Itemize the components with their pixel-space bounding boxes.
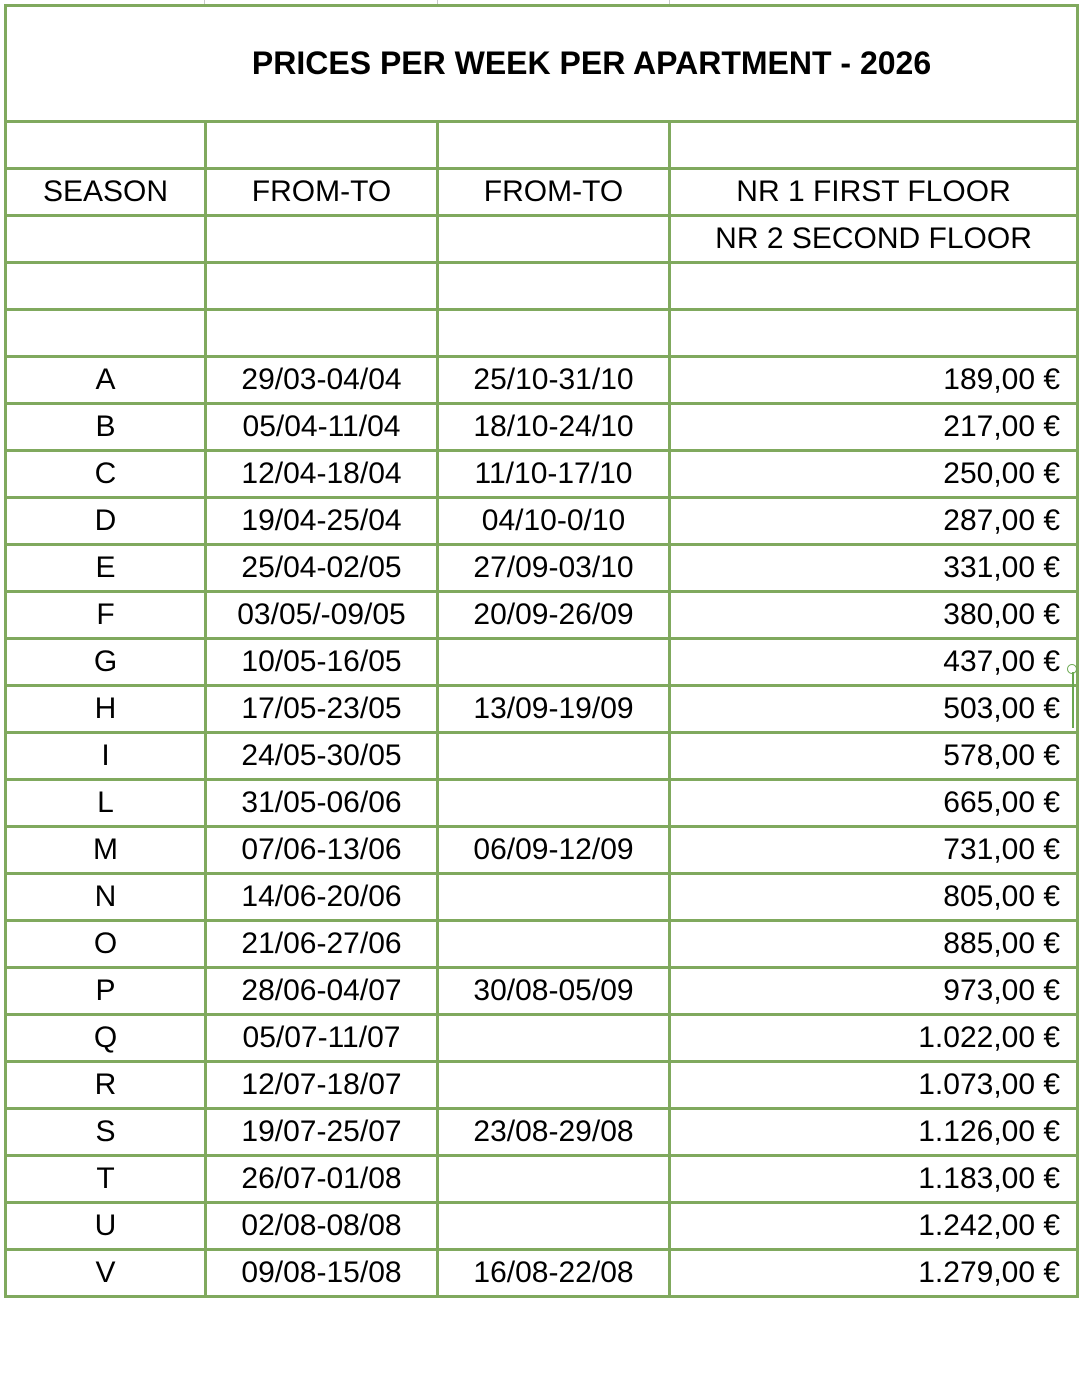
from-to-cell[interactable]: 20/09-26/09 — [438, 592, 670, 639]
price-cell[interactable]: 380,00 € — [670, 592, 1078, 639]
from-to-cell[interactable]: 31/05-06/06 — [206, 780, 438, 827]
season-cell[interactable]: O — [6, 921, 206, 968]
cell[interactable] — [6, 263, 206, 310]
table-row — [6, 357, 1078, 404]
from-to-cell[interactable]: 19/04-25/04 — [206, 498, 438, 545]
cell[interactable] — [206, 122, 438, 169]
price-cell[interactable]: 1.242,00 € — [670, 1203, 1078, 1250]
from-to-cell[interactable]: 25/04-02/05 — [206, 545, 438, 592]
from-to-cell[interactable]: 07/06-13/06 — [206, 827, 438, 874]
table-row — [6, 592, 1078, 639]
price-cell[interactable]: 217,00 € — [670, 404, 1078, 451]
cell[interactable] — [438, 216, 670, 263]
from-to-cell[interactable]: 12/07-18/07 — [206, 1062, 438, 1109]
season-cell[interactable]: P — [6, 968, 206, 1015]
price-cell[interactable]: 578,00 € — [670, 733, 1078, 780]
price-cell[interactable]: 331,00 € — [670, 545, 1078, 592]
header-apartment-1[interactable]: NR 1 FIRST FLOOR — [670, 169, 1078, 216]
cell[interactable] — [438, 263, 670, 310]
from-to-cell[interactable]: 30/08-05/09 — [438, 968, 670, 1015]
from-to-cell[interactable] — [438, 874, 670, 921]
page-title[interactable]: PRICES PER WEEK PER APARTMENT - 2026 — [6, 6, 1078, 122]
header-row — [6, 169, 1078, 216]
price-cell[interactable]: 1.073,00 € — [670, 1062, 1078, 1109]
price-cell[interactable]: 189,00 € — [670, 357, 1078, 404]
price-cell[interactable]: 287,00 € — [670, 498, 1078, 545]
from-to-cell[interactable]: 09/08-15/08 — [206, 1250, 438, 1297]
from-to-cell[interactable]: 05/07-11/07 — [206, 1015, 438, 1062]
from-to-cell[interactable] — [438, 1156, 670, 1203]
from-to-cell[interactable] — [438, 639, 670, 686]
cell[interactable] — [206, 263, 438, 310]
table-row — [6, 1062, 1078, 1109]
price-cell[interactable]: 731,00 € — [670, 827, 1078, 874]
cell[interactable] — [438, 122, 670, 169]
from-to-cell[interactable]: 26/07-01/08 — [206, 1156, 438, 1203]
from-to-cell[interactable]: 03/05/-09/05 — [206, 592, 438, 639]
from-to-cell[interactable]: 21/06-27/06 — [206, 921, 438, 968]
season-cell[interactable]: H — [6, 686, 206, 733]
price-cell[interactable]: 1.279,00 € — [670, 1250, 1078, 1297]
cell[interactable] — [206, 216, 438, 263]
from-to-cell[interactable]: 25/10-31/10 — [438, 357, 670, 404]
table-row — [6, 1109, 1078, 1156]
table-row — [6, 733, 1078, 780]
from-to-cell[interactable]: 06/09-12/09 — [438, 827, 670, 874]
from-to-cell[interactable]: 24/05-30/05 — [206, 733, 438, 780]
blank-row — [6, 122, 1078, 169]
price-table — [4, 4, 1079, 1298]
table-row — [6, 1156, 1078, 1203]
from-to-cell[interactable] — [438, 1015, 670, 1062]
table-row — [6, 874, 1078, 921]
season-cell[interactable]: A — [6, 357, 206, 404]
title-row — [6, 6, 1078, 122]
selection-edge — [1072, 672, 1074, 728]
table-row — [6, 1015, 1078, 1062]
header-from-to-2[interactable]: FROM-TO — [438, 169, 670, 216]
table-row — [6, 686, 1078, 733]
from-to-cell[interactable] — [438, 921, 670, 968]
price-cell[interactable]: 1.183,00 € — [670, 1156, 1078, 1203]
season-cell[interactable]: S — [6, 1109, 206, 1156]
header-from-to-1[interactable]: FROM-TO — [206, 169, 438, 216]
table-row — [6, 1203, 1078, 1250]
price-cell[interactable]: 1.126,00 € — [670, 1109, 1078, 1156]
blank-row — [6, 310, 1078, 357]
season-cell[interactable]: D — [6, 498, 206, 545]
from-to-cell[interactable]: 04/10-0/10 — [438, 498, 670, 545]
from-to-cell[interactable]: 19/07-25/07 — [206, 1109, 438, 1156]
season-cell[interactable]: V — [6, 1250, 206, 1297]
from-to-cell[interactable] — [438, 1203, 670, 1250]
table-row — [6, 545, 1078, 592]
from-to-cell[interactable]: 27/09-03/10 — [438, 545, 670, 592]
cell[interactable] — [670, 122, 1078, 169]
table-row — [6, 968, 1078, 1015]
season-cell[interactable]: N — [6, 874, 206, 921]
from-to-cell[interactable]: 11/10-17/10 — [438, 451, 670, 498]
header-season[interactable]: SEASON — [6, 169, 206, 216]
price-cell[interactable]: 503,00 € — [670, 686, 1078, 733]
price-cell[interactable]: 665,00 € — [670, 780, 1078, 827]
from-to-cell[interactable]: 10/05-16/05 — [206, 639, 438, 686]
from-to-cell[interactable]: 17/05-23/05 — [206, 686, 438, 733]
price-cell[interactable]: 805,00 € — [670, 874, 1078, 921]
season-cell[interactable]: U — [6, 1203, 206, 1250]
season-cell[interactable]: B — [6, 404, 206, 451]
cell[interactable] — [6, 310, 206, 357]
cell[interactable] — [438, 310, 670, 357]
price-cell[interactable]: 973,00 € — [670, 968, 1078, 1015]
price-cell[interactable]: 1.022,00 € — [670, 1015, 1078, 1062]
from-to-cell[interactable]: 02/08-08/08 — [206, 1203, 438, 1250]
price-cell[interactable]: 250,00 € — [670, 451, 1078, 498]
cell[interactable] — [206, 310, 438, 357]
table-row — [6, 827, 1078, 874]
price-cell[interactable]: 437,00 € — [670, 639, 1078, 686]
from-to-cell[interactable]: 18/10-24/10 — [438, 404, 670, 451]
season-cell[interactable]: Q — [6, 1015, 206, 1062]
season-cell[interactable]: F — [6, 592, 206, 639]
cell[interactable] — [670, 263, 1078, 310]
season-cell[interactable]: G — [6, 639, 206, 686]
from-to-cell[interactable]: 23/08-29/08 — [438, 1109, 670, 1156]
table-row — [6, 1250, 1078, 1297]
table-row — [6, 921, 1078, 968]
table-row — [6, 404, 1078, 451]
season-cell[interactable]: T — [6, 1156, 206, 1203]
cell[interactable] — [6, 122, 206, 169]
table-row — [6, 639, 1078, 686]
from-to-cell[interactable]: 16/08-22/08 — [438, 1250, 670, 1297]
price-cell[interactable]: 885,00 € — [670, 921, 1078, 968]
from-to-cell[interactable]: 05/04-11/04 — [206, 404, 438, 451]
table-row — [6, 498, 1078, 545]
from-to-cell[interactable]: 29/03-04/04 — [206, 357, 438, 404]
table-row — [6, 780, 1078, 827]
table-row — [6, 451, 1078, 498]
cell[interactable] — [6, 216, 206, 263]
season-cell[interactable]: C — [6, 451, 206, 498]
from-to-cell[interactable]: 13/09-19/09 — [438, 686, 670, 733]
season-cell[interactable]: L — [6, 780, 206, 827]
season-cell[interactable]: I — [6, 733, 206, 780]
season-cell[interactable]: E — [6, 545, 206, 592]
from-to-cell[interactable]: 28/06-04/07 — [206, 968, 438, 1015]
season-cell[interactable]: M — [6, 827, 206, 874]
from-to-cell[interactable]: 12/04-18/04 — [206, 451, 438, 498]
header-row-2 — [6, 216, 1078, 263]
blank-row — [6, 263, 1078, 310]
from-to-cell[interactable] — [438, 1062, 670, 1109]
header-apartment-2[interactable]: NR 2 SECOND FLOOR — [670, 216, 1078, 263]
from-to-cell[interactable]: 14/06-20/06 — [206, 874, 438, 921]
from-to-cell[interactable] — [438, 780, 670, 827]
season-cell[interactable]: R — [6, 1062, 206, 1109]
cell[interactable] — [670, 310, 1078, 357]
from-to-cell[interactable] — [438, 733, 670, 780]
